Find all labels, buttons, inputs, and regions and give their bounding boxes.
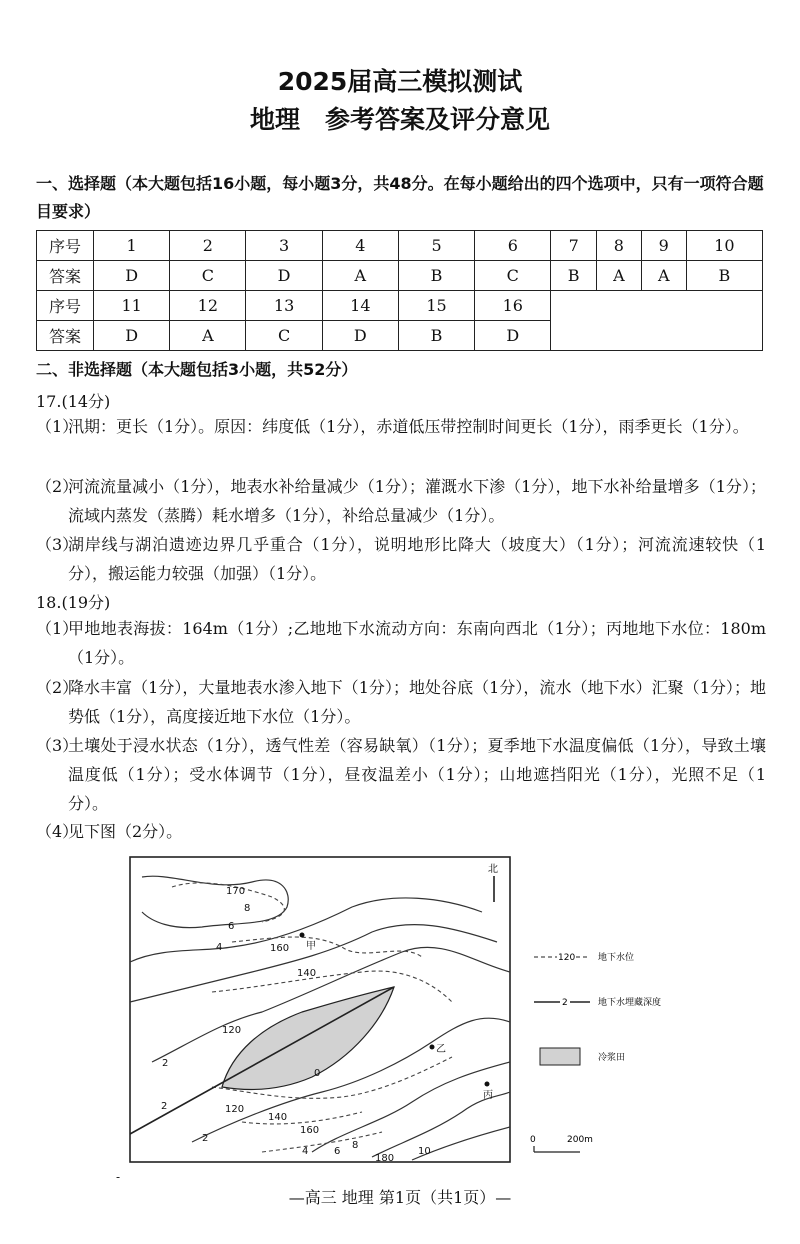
page-subtitle: 地理 参考答案及评分意见 [249, 105, 550, 134]
table-cell: 9 [641, 231, 686, 261]
table-cell: 16 [475, 291, 551, 321]
label-d2b: 2 [202, 1133, 209, 1144]
table-cell: 7 [551, 231, 597, 261]
table-cell: 5 [398, 231, 474, 261]
point-bing [485, 1082, 490, 1087]
groundwater-map [112, 852, 662, 1170]
item-number: （4） [36, 822, 79, 841]
label-jia: 甲 [306, 941, 316, 952]
item-text: 甲地地表海拔：164m（1分）;乙地地下水流动方向：东南向西北（1分）；丙地地下水位：180m（1分）。 [68, 619, 766, 667]
table-cell: 6 [475, 231, 551, 261]
scale-bar [530, 1135, 593, 1152]
scale-zero: 0 [530, 1135, 536, 1145]
answer-item [36, 614, 766, 672]
item-number: （1） [36, 417, 79, 436]
table-cell: D [94, 261, 170, 291]
label-d10: 10 [418, 1146, 431, 1157]
table-cell: C [246, 321, 322, 351]
label-120: 120 [222, 1025, 242, 1036]
legend-swatch [540, 1048, 580, 1065]
item-number: （2） [36, 477, 79, 496]
legend-water-level-value: 120 [558, 953, 576, 963]
label-120b: 120 [225, 1104, 245, 1115]
item-number: （3） [36, 736, 79, 755]
answer-item [36, 731, 766, 818]
section2-heading: 二、非选择题（本大题包括3小题，共52分） [36, 360, 358, 379]
table-row [37, 291, 763, 321]
question-17-title: 17.(14分) [36, 392, 111, 411]
table-cell: 14 [322, 291, 398, 321]
label-d8: 8 [244, 903, 251, 914]
item-text: 土壤处于浸水状态（1分），透气性差（容易缺氧）（1分）；夏季地下水温度偏低（1分），导致土壤温度低（1分）；受水体调节（1分），昼夜温差小（1分）；山地遮挡阳光（1分），光照不足（1分）。 [68, 736, 766, 813]
label-160: 160 [270, 943, 290, 954]
answer-table [36, 230, 763, 351]
item-text: 降水丰富（1分），大量地表水渗入地下（1分）；地处谷底（1分），流水（地下水）汇聚（1分）；地势低（1分），高度接近地下水位（1分）。 [68, 678, 766, 726]
table-cell: 2 [170, 231, 246, 261]
legend-depth-value: 2 [562, 998, 568, 1008]
answer-item [36, 817, 766, 846]
answer-item [36, 673, 766, 731]
table-cell: D [94, 321, 170, 351]
table-cell: 10 [686, 231, 762, 261]
map-legend [534, 951, 661, 1065]
table-cell: 1 [94, 231, 170, 261]
table-cell: B [398, 261, 474, 291]
answer-item [36, 412, 766, 441]
row-label: 答案 [37, 321, 94, 351]
item-number: （3） [36, 535, 79, 554]
point-jia [300, 933, 305, 938]
row-label: 序号 [37, 231, 94, 261]
label-160b: 160 [300, 1125, 320, 1136]
table-row [37, 231, 763, 261]
scale-distance: 200m [567, 1135, 593, 1145]
label-d2c: 2 [161, 1101, 168, 1112]
item-number: （2） [36, 678, 79, 697]
table-cell: D [246, 261, 322, 291]
table-cell: C [475, 261, 551, 291]
label-bing: 丙 [483, 1090, 493, 1101]
table-cell: A [170, 321, 246, 351]
empty-cell [551, 291, 763, 351]
legend-water-level-text: 地下水位 [598, 953, 635, 963]
table-cell: 4 [322, 231, 398, 261]
table-cell: 13 [246, 291, 322, 321]
page-title: 2025届高三模拟测试 [277, 67, 523, 96]
section1-heading: 一、选择题（本大题包括16小题，每小题3分，共48分。在每小题给出的四个选项中，只有一项符合题目要求） [36, 174, 764, 221]
table-cell: C [170, 261, 246, 291]
legend-depth-text: 地下水埋藏深度 [598, 998, 662, 1008]
table-cell: B [398, 321, 474, 351]
table-cell: D [475, 321, 551, 351]
row-label: 答案 [37, 261, 94, 291]
table-cell: D [322, 321, 398, 351]
table-cell: A [641, 261, 686, 291]
page-footer: —高三 地理 第1页（共1页）— [288, 1188, 512, 1207]
label-d8b: 8 [352, 1140, 359, 1151]
point-yi [430, 1045, 435, 1050]
legend-cold-field-text: 冷浆田 [598, 1053, 626, 1063]
answer-item [36, 530, 766, 588]
item-text: 河流流量减小（1分），地表水补给量减少（1分）；灌溉水下渗（1分），地下水补给量增多（1分）；流域内蒸发（蒸腾）耗水增多（1分），补给总量减少（1分）。 [68, 477, 766, 525]
item-text: 湖岸线与湖泊遗迹边界几乎重合（1分），说明地形比降大（坡度大）（1分）；河流流速较快（1分），搬运能力较强（加强）（1分）。 [68, 535, 766, 583]
label-d6: 6 [228, 921, 235, 932]
item-number: （1） [36, 619, 79, 638]
table-cell: 11 [94, 291, 170, 321]
label-140: 140 [297, 968, 317, 979]
table-cell: 12 [170, 291, 246, 321]
north-label: 北 [488, 864, 498, 875]
item-text: 汛期：更长（1分）。原因：纬度低（1分），赤道低压带控制时间更长（1分），雨季更长（1分）。 [68, 417, 749, 436]
label-140b: 140 [268, 1112, 288, 1123]
table-cell: 15 [398, 291, 474, 321]
table-row [37, 261, 763, 291]
label-170: 170 [226, 886, 246, 897]
row-label: 序号 [37, 291, 94, 321]
label-d0: 0 [314, 1068, 321, 1079]
item-text: 见下图（2分）。 [68, 822, 183, 841]
label-d2: 2 [162, 1058, 169, 1069]
answer-item [36, 472, 766, 530]
table-cell: B [686, 261, 762, 291]
label-yi: 乙 [436, 1044, 446, 1055]
table-cell: 8 [596, 231, 641, 261]
margin-mark: - [116, 1170, 121, 1184]
label-d4: 4 [216, 942, 223, 953]
table-cell: A [322, 261, 398, 291]
table-cell: A [596, 261, 641, 291]
table-cell: B [551, 261, 597, 291]
label-d4b: 4 [302, 1146, 309, 1157]
label-d6b: 6 [334, 1146, 341, 1157]
table-cell: 3 [246, 231, 322, 261]
question-18-title: 18.(19分) [36, 593, 111, 612]
label-180: 180 [375, 1153, 395, 1164]
